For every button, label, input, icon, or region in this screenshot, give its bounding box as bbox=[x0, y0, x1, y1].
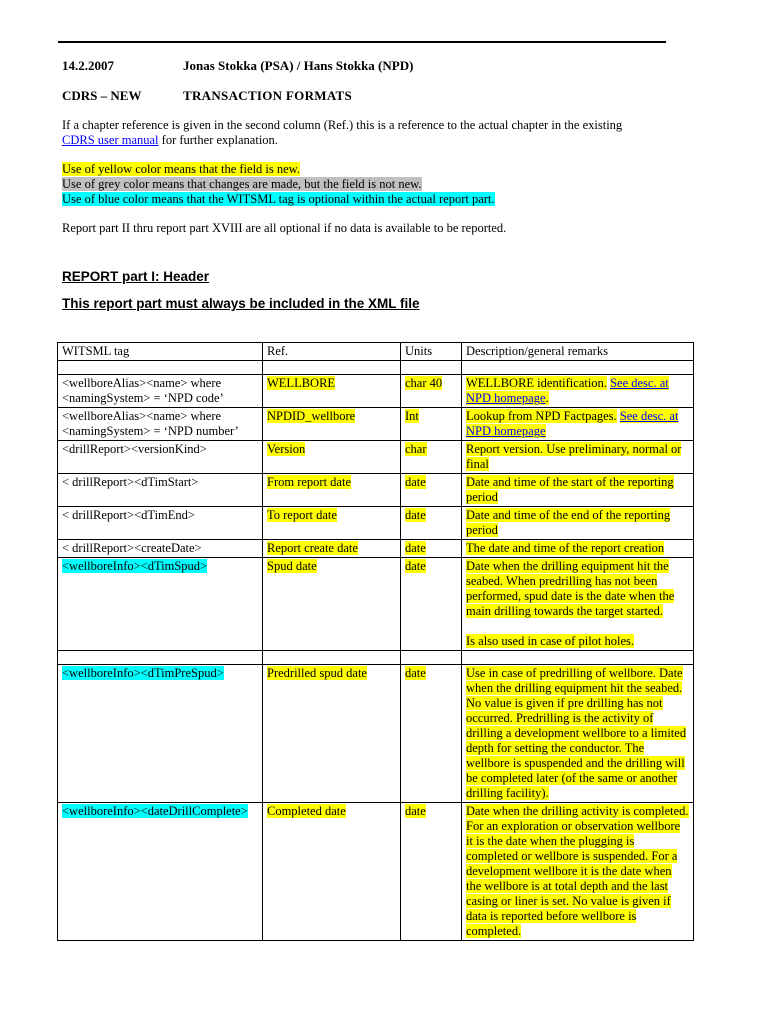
table-row bbox=[58, 803, 694, 941]
desc-text: Report version. Use preliminary, normal or final bbox=[466, 442, 682, 471]
empty-cell bbox=[58, 361, 263, 375]
ref-text: Report create date bbox=[267, 541, 358, 555]
npd-homepage-link[interactable]: See desc. at NPD homepage bbox=[466, 409, 679, 438]
table-row bbox=[58, 558, 694, 651]
empty-cell bbox=[401, 361, 462, 375]
legend-grey bbox=[62, 177, 422, 192]
doc-title: TRANSACTION FORMATS bbox=[183, 88, 353, 103]
ref-cell bbox=[263, 558, 401, 651]
ref-text: Completed date bbox=[267, 804, 346, 818]
legend-grey-text: Use of grey color means that changes are made, but the field is not new. bbox=[62, 177, 422, 191]
desc-text: Date when the drilling equipment hit the seabed. When predrilling has not been performed, spud date is the date when the main drilling towards the target started. bbox=[466, 559, 675, 618]
units-cell bbox=[401, 665, 462, 803]
table-row bbox=[58, 375, 694, 408]
header-authors: Jonas Stokka (PSA) / Hans Stokka (NPD) bbox=[183, 58, 414, 73]
units-cell bbox=[401, 441, 462, 474]
ref-text: WELLBORE bbox=[267, 376, 336, 390]
units-cell bbox=[401, 558, 462, 651]
desc-text: Date and time of the start of the reporting period bbox=[466, 475, 674, 504]
header-cell: Units bbox=[401, 343, 462, 361]
cdrs-user-manual-link[interactable]: CDRS user manual bbox=[62, 133, 159, 147]
empty-cell bbox=[462, 651, 694, 665]
table-row bbox=[58, 665, 694, 803]
units-text: date bbox=[405, 541, 426, 555]
ref-text: From report date bbox=[267, 475, 352, 489]
units-text: date bbox=[405, 666, 426, 680]
desc-text: Use in case of predrilling of wellbore. Date when the drilling equipment hit the seabed. No value is given if pre drilling has not occurred. Predrilling is the activity of drilling a development wellbore to a limited depth for setting the conductor. The wellbore is spuspended and the drilling will be completed later (of the same or another drilling facility). bbox=[466, 666, 687, 800]
ref-cell bbox=[263, 441, 401, 474]
tag-cell bbox=[58, 665, 263, 803]
units-text: date bbox=[405, 559, 426, 573]
header-rule bbox=[58, 41, 666, 43]
tag-text: <wellboreInfo><dTimPreSpud> bbox=[62, 666, 224, 680]
ref-text: NPDID_wellbore bbox=[267, 409, 356, 423]
tag-cell: <drillReport><versionKind> bbox=[58, 441, 263, 474]
desc-text: Date when the drilling activity is completed. For an exploration or observation wellbore it is the date when the plugging is completed or wellbore is suspended. For a development wellbore it is the date when the wellbore is at total depth and the last casing or liner is set. No value is given if data is reported before wellbore is completed. bbox=[466, 804, 689, 938]
units-text: date bbox=[405, 475, 426, 489]
empty-cell bbox=[462, 361, 694, 375]
witsml-table bbox=[57, 342, 694, 941]
tag-cell: < drillReport><dTimStart> bbox=[58, 474, 263, 507]
units-cell bbox=[401, 803, 462, 941]
units-text: date bbox=[405, 804, 426, 818]
ref-cell bbox=[263, 540, 401, 558]
ref-cell bbox=[263, 507, 401, 540]
intro-line: If a chapter reference is given in the second column (Ref.) this is a reference to the actual chapter in the existing bbox=[62, 118, 623, 132]
ref-text: Spud date bbox=[267, 559, 317, 573]
header-cell: WITSML tag bbox=[58, 343, 263, 361]
header-cell: Description/general remarks bbox=[462, 343, 694, 361]
header-cell: Ref. bbox=[263, 343, 401, 361]
desc-cell bbox=[462, 507, 694, 540]
desc-cell bbox=[462, 558, 694, 651]
table-row bbox=[58, 408, 694, 441]
table-row bbox=[58, 540, 694, 558]
table-spacer-row bbox=[58, 651, 694, 665]
tag-cell: <wellboreAlias><name> where <namingSystem> = ‘NPD number’ bbox=[58, 408, 263, 441]
desc-text-2: Is also used in case of pilot holes. bbox=[466, 634, 635, 648]
units-text: Int bbox=[405, 409, 419, 423]
desc-cell bbox=[462, 540, 694, 558]
desc-text: Date and time of the end of the reporting period bbox=[466, 508, 671, 537]
units-text: char 40 bbox=[405, 376, 443, 390]
table-row bbox=[58, 441, 694, 474]
ref-text: Predrilled spud date bbox=[267, 666, 367, 680]
legend-blue-text: Use of blue color means that the WITSML tag is optional within the actual report part. bbox=[62, 192, 495, 206]
tag-cell: <wellboreAlias><name> where <namingSystem> = ‘NPD code’ bbox=[58, 375, 263, 408]
ref-text: Version bbox=[267, 442, 306, 456]
units-cell bbox=[401, 474, 462, 507]
table-header-row bbox=[58, 343, 694, 361]
legend-yellow-text: Use of yellow color means that the field is new. bbox=[62, 162, 301, 176]
ref-cell bbox=[263, 408, 401, 441]
ref-text: To report date bbox=[267, 508, 337, 522]
legend-yellow bbox=[62, 162, 300, 177]
desc-cell bbox=[462, 375, 694, 408]
empty-cell bbox=[263, 361, 401, 375]
table-row bbox=[58, 507, 694, 540]
desc-cell bbox=[462, 474, 694, 507]
desc-cell bbox=[462, 408, 694, 441]
units-cell bbox=[401, 507, 462, 540]
units-text: char bbox=[405, 442, 427, 456]
units-cell bbox=[401, 540, 462, 558]
section-subtitle: This report part must always be included in the XML file bbox=[62, 296, 420, 311]
intro-line-2 bbox=[62, 133, 278, 148]
tag-text: <wellboreInfo><dTimSpud> bbox=[62, 559, 208, 573]
tag-cell: < drillReport><createDate> bbox=[58, 540, 263, 558]
desc-tail: . bbox=[545, 391, 549, 405]
tag-cell: < drillReport><dTimEnd> bbox=[58, 507, 263, 540]
intro-line-2-rest: for further explanation. bbox=[158, 133, 278, 147]
table-row bbox=[58, 474, 694, 507]
units-cell bbox=[401, 375, 462, 408]
desc-text: Lookup from NPD Factpages. bbox=[466, 409, 617, 423]
npd-homepage-link[interactable]: See desc. at NPD homepage bbox=[466, 376, 669, 405]
units-cell bbox=[401, 408, 462, 441]
ref-cell bbox=[263, 375, 401, 408]
tag-text: <wellboreInfo><dateDrillComplete> bbox=[62, 804, 248, 818]
table-spacer-row bbox=[58, 361, 694, 375]
units-text: date bbox=[405, 508, 426, 522]
section-title: REPORT part I: Header bbox=[62, 269, 210, 284]
desc-text: WELLBORE identification. bbox=[466, 376, 607, 390]
empty-cell bbox=[263, 651, 401, 665]
header-date: 14.2.2007 bbox=[62, 58, 114, 73]
ref-cell bbox=[263, 803, 401, 941]
tag-cell bbox=[58, 803, 263, 941]
desc-cell bbox=[462, 803, 694, 941]
empty-cell bbox=[401, 651, 462, 665]
doc-code: CDRS – NEW bbox=[62, 88, 142, 103]
optional-note: Report part II thru report part XVIII are all optional if no data is available to be reported. bbox=[62, 221, 507, 235]
ref-cell bbox=[263, 665, 401, 803]
legend-blue bbox=[62, 192, 495, 207]
desc-text: The date and time of the report creation bbox=[466, 541, 665, 555]
desc-cell bbox=[462, 665, 694, 803]
ref-cell bbox=[263, 474, 401, 507]
desc-cell bbox=[462, 441, 694, 474]
empty-cell bbox=[58, 651, 263, 665]
tag-cell bbox=[58, 558, 263, 651]
